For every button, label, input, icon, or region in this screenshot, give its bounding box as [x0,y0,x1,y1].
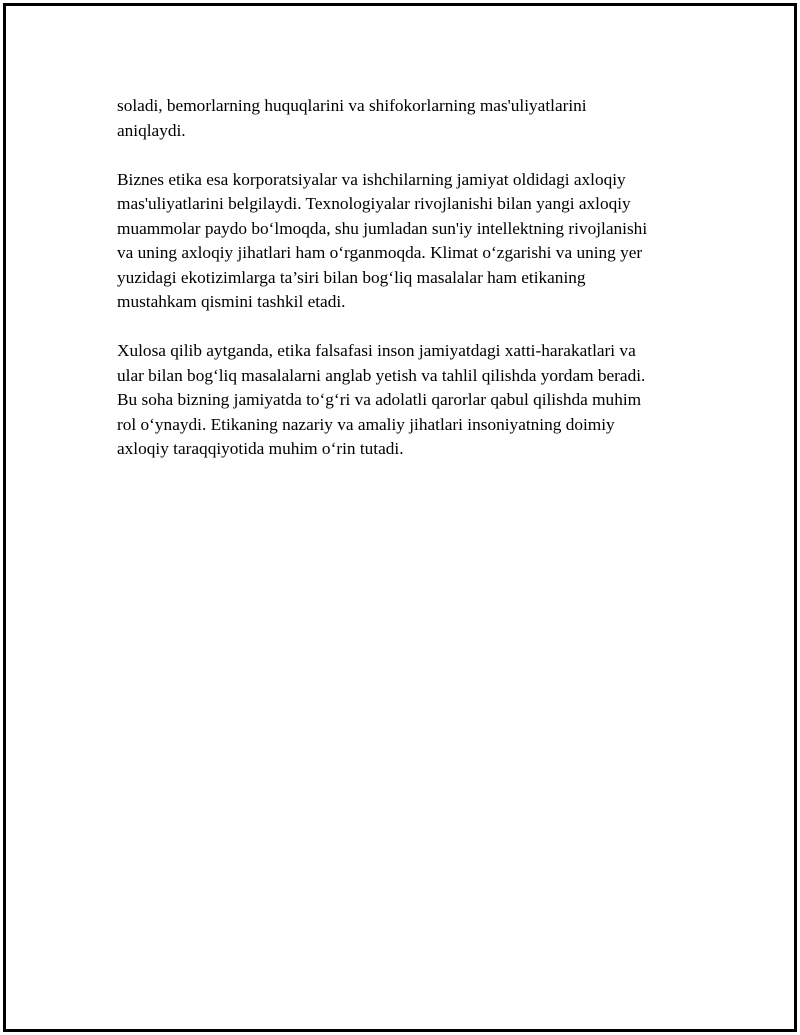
text-line: aniqlaydi. [117,120,186,140]
text-line: rol oʻynaydi. Etikaning nazariy va amaliy jihatlari insoniyatning doimiy [117,414,615,434]
document-body [117,94,695,486]
paragraph-1 [117,94,695,143]
text-line: axloqiy taraqqiyotida muhim oʻrin tutadi. [117,439,404,458]
text-line: Xulosa qilib aytganda, etika falsafasi inson jamiyatdagi xatti-harakatlari va [117,341,636,360]
paragraph-3 [117,339,695,462]
text-line: soladi, bemorlarning huquqlarini va shifokorlarning mas'uliyatlarini [117,96,587,115]
text-line: ular bilan bogʻliq masalalarni anglab yetish va tahlil qilishda yordam beradi. [117,365,646,385]
text-line: va uning axloqiy jihatlari ham oʻrganmoqda. Klimat oʻzgarishi va uning yer [117,243,643,262]
text-line: yuzidagi ekotizimlarga ta’siri bilan bogʻliq masalalar ham etikaning [117,267,586,287]
text-line: mustahkam qismini tashkil etadi. [117,292,346,311]
text-line: Biznes etika esa korporatsiyalar va ishchilarning jamiyat oldidagi axloqiy [117,169,626,189]
text-line: muammolar paydo boʻlmoqda, shu jumladan sun'iy intellektning rivojlanishi [117,218,648,238]
text-line: Bu soha bizning jamiyatda toʻgʻri va adolatli qarorlar qabul qilishda muhim [117,390,642,409]
paragraph-2 [117,168,695,315]
text-line: mas'uliyatlarini belgilaydi. Texnologiyalar rivojlanishi bilan yangi axloqiy [117,194,631,213]
